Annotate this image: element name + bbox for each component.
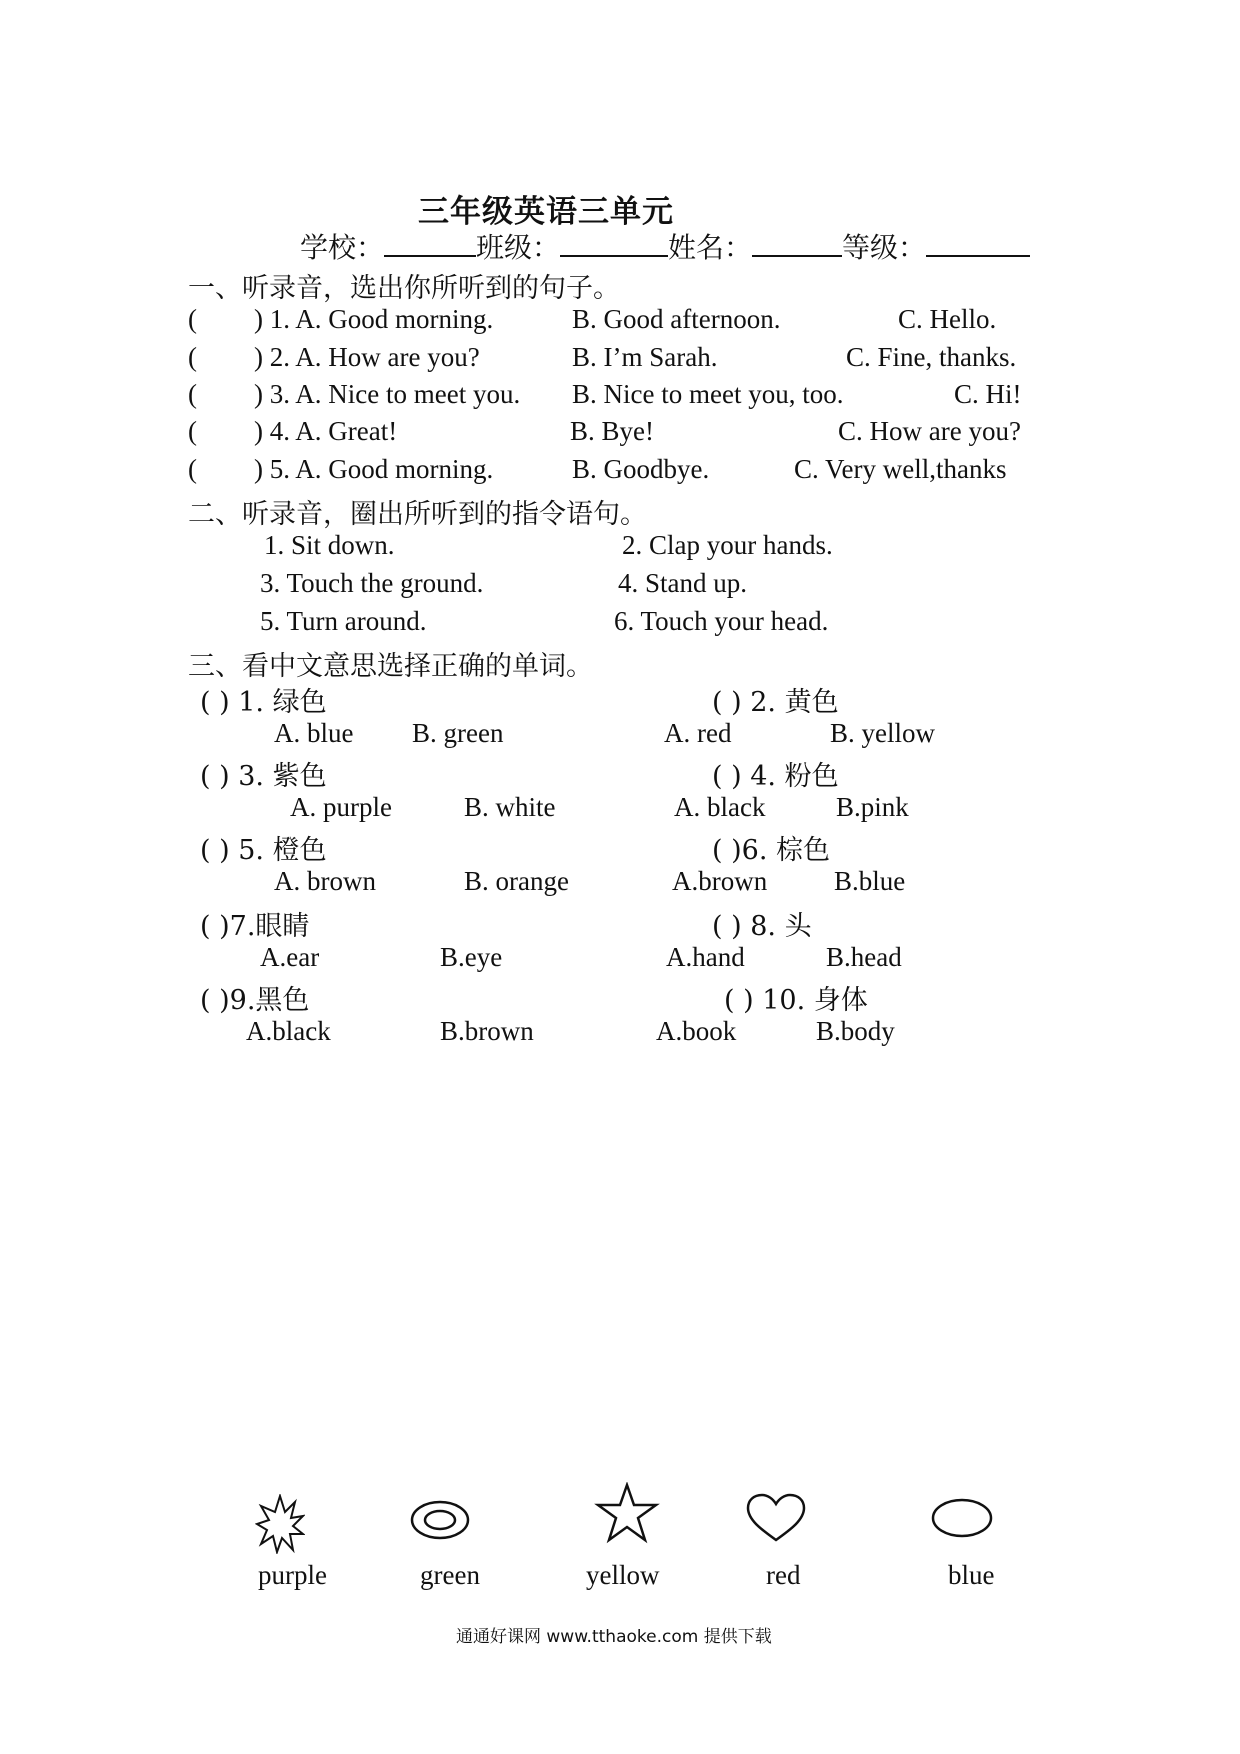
s3-q3-b: B. white xyxy=(464,792,556,822)
s3-q1: ( ) 1. 绿色 xyxy=(200,687,327,718)
shape-label-yellow: yellow xyxy=(586,1560,660,1590)
s3-q10-a: A.book xyxy=(656,1016,737,1046)
s2-item-6: 6. Touch your head. xyxy=(614,606,829,636)
page-title: 三年级英语三单元 xyxy=(418,194,674,230)
s2-item-5: 5. Turn around. xyxy=(260,606,427,636)
s1-item-3-c: C. Hi! xyxy=(954,379,1022,409)
grade-field[interactable] xyxy=(926,233,1030,257)
s3-q8: ( ) 8. 头 xyxy=(712,911,812,942)
s3-q1-b: B. green xyxy=(412,718,504,748)
s3-q9-a: A.black xyxy=(246,1016,331,1046)
star-icon xyxy=(594,1482,660,1544)
s3-q3-a: A. purple xyxy=(290,792,392,822)
s3-q9-b: B.brown xyxy=(440,1016,534,1046)
s1-item-4-a: ) 4. A. Great! xyxy=(254,416,398,446)
s3-q8-a: A.hand xyxy=(666,942,745,972)
s3-q6-b: B.blue xyxy=(834,866,906,896)
section3-heading: 三、看中文意思选择正确的单词。 xyxy=(188,651,593,682)
s3-q4-b: B.pink xyxy=(836,792,909,822)
s1-item-1-c: C. Hello. xyxy=(898,304,997,334)
s1-item-3-b: B. Nice to meet you, too. xyxy=(572,379,844,409)
name-field[interactable] xyxy=(752,233,842,257)
s3-q5-a: A. brown xyxy=(274,866,376,896)
s3-q7: ( )7.眼睛 xyxy=(200,911,310,942)
oval-icon xyxy=(930,1496,994,1540)
starburst-icon xyxy=(255,1494,305,1554)
s3-q5: ( ) 5. 橙色 xyxy=(200,835,327,866)
school-label: 学校： xyxy=(300,231,385,264)
shape-label-blue: blue xyxy=(948,1560,995,1590)
s2-item-1: 1. Sit down. xyxy=(264,530,395,560)
s1-item-4-b: B. Bye! xyxy=(570,416,654,446)
shape-label-red: red xyxy=(766,1560,801,1590)
s1-paren-5: ( xyxy=(188,454,197,484)
double-oval-icon xyxy=(408,1498,472,1542)
s3-q1-a: A. blue xyxy=(274,718,354,748)
s2-item-2: 2. Clap your hands. xyxy=(622,530,833,560)
s2-item-3: 3. Touch the ground. xyxy=(260,568,484,598)
s1-item-1-a: ) 1. A. Good morning. xyxy=(254,304,494,334)
s3-q2-b: B. yellow xyxy=(830,718,935,748)
s1-item-5-b: B. Goodbye. xyxy=(572,454,710,484)
shape-label-purple: purple xyxy=(258,1560,327,1590)
school-field[interactable] xyxy=(384,233,476,257)
s1-item-2-b: B. I’m Sarah. xyxy=(572,342,718,372)
s3-q2-a: A. red xyxy=(664,718,732,748)
class-field[interactable] xyxy=(560,233,668,257)
s2-item-4: 4. Stand up. xyxy=(618,568,748,598)
info-row xyxy=(300,226,1030,266)
s3-q9: ( )9.黑色 xyxy=(200,985,310,1016)
s3-q4-a: A. black xyxy=(674,792,766,822)
s3-q8-b: B.head xyxy=(826,942,902,972)
s1-paren-3: ( xyxy=(188,379,197,409)
s3-q3: ( ) 3. 紫色 xyxy=(200,761,327,792)
s3-q10: ( ) 10. 身体 xyxy=(724,985,868,1016)
grade-label: 等级： xyxy=(842,231,927,264)
s1-item-2-a: ) 2. A. How are you? xyxy=(254,342,480,372)
class-label: 班级： xyxy=(476,231,561,264)
s3-q5-b: B. orange xyxy=(464,866,569,896)
s3-q4: ( ) 4. 粉色 xyxy=(712,761,839,792)
heart-icon xyxy=(744,1492,808,1544)
s3-q10-b: B.body xyxy=(816,1016,895,1046)
s1-paren-4: ( xyxy=(188,416,197,446)
s3-q7-a: A.ear xyxy=(260,942,320,972)
s1-paren-1: ( xyxy=(188,304,197,334)
section2-heading: 二、听录音，圈出所听到的指令语句。 xyxy=(188,499,647,530)
s1-item-5-a: ) 5. A. Good morning. xyxy=(254,454,494,484)
name-label: 姓名： xyxy=(668,231,753,264)
s1-item-4-c: C. How are you? xyxy=(838,416,1021,446)
shape-label-green: green xyxy=(420,1560,480,1590)
s1-item-2-c: C. Fine, thanks. xyxy=(846,342,1017,372)
s1-item-3-a: ) 3. A. Nice to meet you. xyxy=(254,379,521,409)
s3-q2: ( ) 2. 黄色 xyxy=(712,687,839,718)
footer-source: 通通好课网 www.tthaoke.com 提供下载 xyxy=(456,1627,772,1647)
s1-item-5-c: C. Very well,thanks xyxy=(794,454,1007,484)
s3-q6-a: A.brown xyxy=(672,866,768,896)
s1-paren-2: ( xyxy=(188,342,197,372)
section1-heading: 一、听录音，选出你所听到的句子。 xyxy=(188,273,620,304)
s1-item-1-b: B. Good afternoon. xyxy=(572,304,781,334)
s3-q6: ( )6. 棕色 xyxy=(712,835,830,866)
s3-q7-b: B.eye xyxy=(440,942,503,972)
